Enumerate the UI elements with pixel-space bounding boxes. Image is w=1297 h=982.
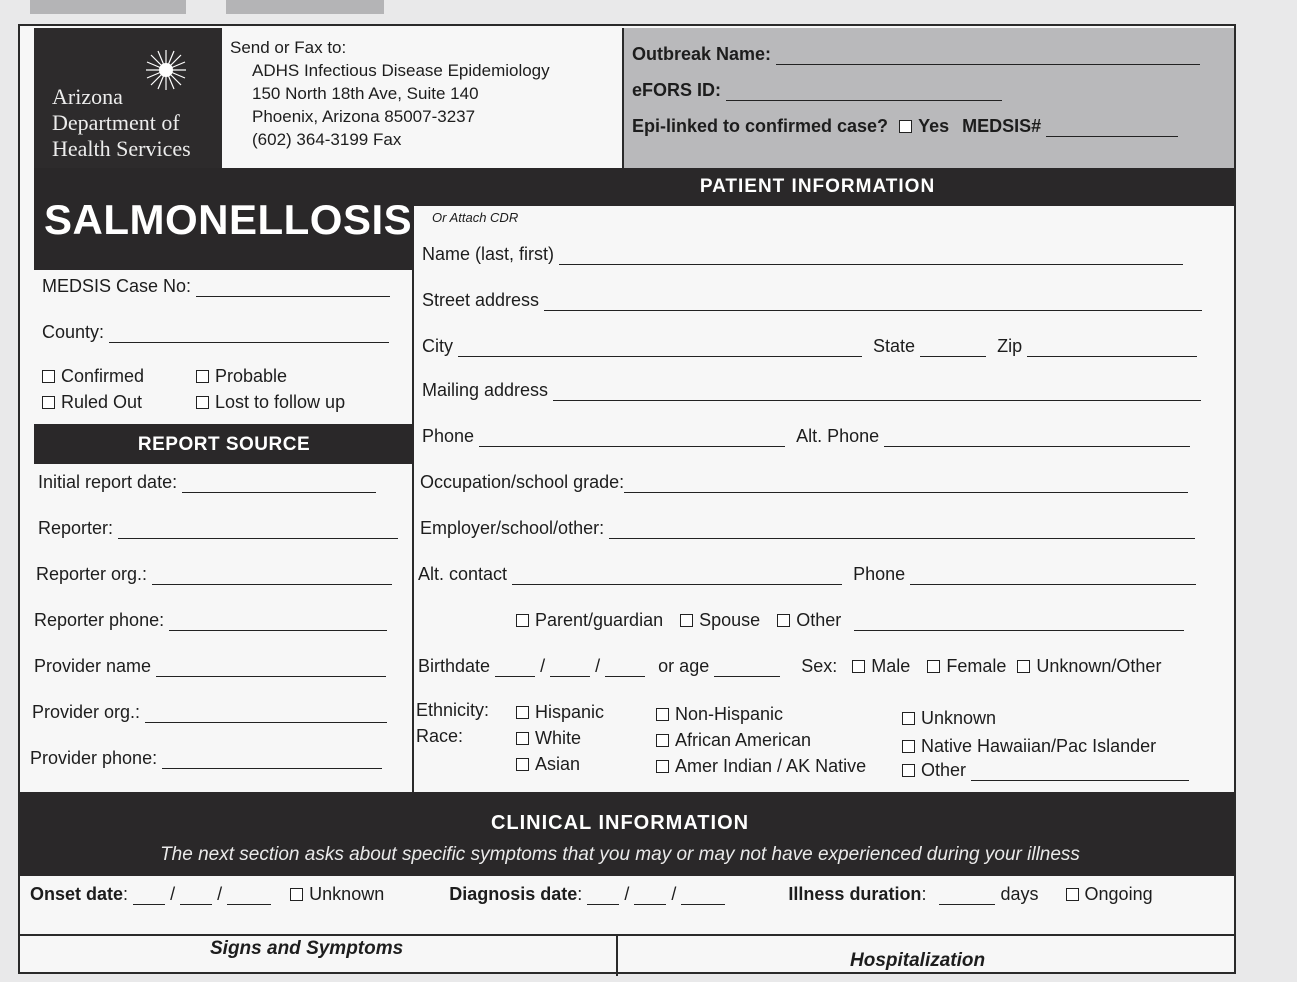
race-option	[516, 728, 581, 749]
report-source-title: REPORT SOURCE	[34, 424, 414, 464]
medsis-field[interactable]	[1046, 119, 1178, 137]
report-field-row	[30, 748, 382, 769]
date-separator: /	[217, 884, 223, 904]
race-option	[902, 736, 1156, 757]
reporter-org-field[interactable]	[152, 567, 392, 585]
onset-unknown-checkbox[interactable]	[290, 888, 303, 901]
medsis-case-label: MEDSIS Case No:	[42, 276, 192, 296]
female-checkbox[interactable]	[927, 660, 940, 673]
male-label: Male	[871, 656, 911, 676]
spouse-label: Spouse	[699, 610, 761, 630]
illness-duration-label: Illness duration	[788, 884, 922, 904]
date-separator: /	[595, 656, 601, 676]
provider-name-label: Provider name	[34, 656, 152, 676]
alt-contact-field[interactable]	[512, 567, 842, 585]
city-label: City	[422, 336, 453, 356]
confirmed-checkbox[interactable]	[42, 370, 55, 383]
diagnosis-year-field[interactable]	[681, 887, 725, 905]
amer-indian-label: Amer Indian / AK Native	[675, 756, 867, 776]
name-field[interactable]	[559, 247, 1183, 265]
sex-unknown-checkbox[interactable]	[1017, 660, 1030, 673]
onset-day-field[interactable]	[180, 887, 212, 905]
race-other-label: Other	[921, 760, 967, 780]
agency-line-3: Health Services	[52, 136, 191, 161]
agency-line-1: Arizona	[52, 84, 123, 109]
provider-org-label: Provider org.:	[32, 702, 141, 722]
epi-linked-label: Epi-linked to confirmed case?	[632, 116, 889, 136]
ruled-out-checkbox[interactable]	[42, 396, 55, 409]
efors-field[interactable]	[726, 83, 1002, 101]
reporter-org-label: Reporter org.:	[36, 564, 148, 584]
birthdate-label: Birthdate	[418, 656, 491, 676]
race-option	[656, 730, 811, 751]
non-hispanic-checkbox[interactable]	[656, 708, 669, 721]
agency-name	[52, 84, 191, 162]
report-field-row	[32, 702, 387, 723]
county-row	[42, 322, 389, 343]
race-label: Race:	[416, 726, 464, 746]
race-other-field[interactable]	[971, 763, 1189, 781]
relation-other-field[interactable]	[854, 613, 1184, 631]
medsis-case-row	[42, 276, 390, 297]
ethnicity-option	[516, 702, 604, 723]
outbreak-panel	[622, 28, 1234, 168]
lost-to-follow-up-label: Lost to follow up	[215, 392, 346, 412]
female-label: Female	[946, 656, 1007, 676]
non-hispanic-label: Non-Hispanic	[675, 704, 784, 724]
status-probable	[196, 366, 287, 387]
employer-field[interactable]	[609, 521, 1195, 539]
efors-row	[632, 80, 1002, 101]
efors-label: eFORS ID:	[632, 80, 722, 100]
native-hawaiian-checkbox[interactable]	[902, 740, 915, 753]
asian-label: Asian	[535, 754, 581, 774]
spouse-checkbox[interactable]	[680, 614, 693, 627]
provider-org-field[interactable]	[145, 705, 387, 723]
alt-contact-phone-label: Phone	[853, 564, 906, 584]
county-field[interactable]	[109, 325, 389, 343]
reporter-phone-label: Reporter phone:	[34, 610, 165, 630]
report-field-row	[36, 564, 392, 585]
bottom-column-divider	[616, 934, 618, 976]
ethnicity-option	[902, 708, 996, 729]
birth-month-field[interactable]	[495, 659, 535, 677]
send-to-address	[224, 28, 620, 168]
parent-guardian-label: Parent/guardian	[535, 610, 664, 630]
alt-contact-row	[418, 564, 1196, 585]
sex-label: Sex:	[801, 656, 838, 676]
provider-name-field[interactable]	[156, 659, 386, 677]
probable-label: Probable	[215, 366, 288, 386]
days-label: days	[1000, 884, 1039, 904]
birth-year-field[interactable]	[605, 659, 645, 677]
date-separator: /	[671, 884, 677, 904]
colon: :	[577, 884, 583, 904]
street-label: Street address	[422, 290, 540, 310]
parent-guardian-checkbox[interactable]	[516, 614, 529, 627]
attach-cdr-note: Or Attach CDR	[432, 210, 519, 225]
probable-checkbox[interactable]	[196, 370, 209, 383]
medsis-label: MEDSIS#	[962, 116, 1042, 136]
state-field[interactable]	[920, 339, 986, 357]
alt-phone-label: Alt. Phone	[796, 426, 880, 446]
age-field[interactable]	[714, 659, 780, 677]
city-row	[422, 336, 1197, 357]
zip-field[interactable]	[1027, 339, 1197, 357]
clinical-subtitle: The next section asks about specific symptoms that you may or may not have experienced during your illness	[160, 844, 1080, 865]
birthdate-row	[418, 656, 1161, 677]
status-ruled-out	[42, 392, 142, 413]
relation-other-label: Other	[796, 610, 842, 630]
native-hawaiian-label: Native Hawaiian/Pac Islander	[921, 736, 1157, 756]
report-field-row	[34, 656, 386, 677]
relation-other-checkbox[interactable]	[777, 614, 790, 627]
address-line: ADHS Infectious Disease Epidemiology	[252, 61, 550, 80]
medsis-case-field[interactable]	[196, 279, 390, 297]
alt-contact-label: Alt. contact	[418, 564, 508, 584]
amer-indian-checkbox[interactable]	[656, 760, 669, 773]
dates-row	[30, 884, 1153, 905]
ongoing-checkbox[interactable]	[1066, 888, 1079, 901]
signs-and-symptoms-heading: Signs and Symptoms	[210, 938, 404, 959]
provider-phone-label: Provider phone:	[30, 748, 158, 768]
clinical-information-title: CLINICAL INFORMATION	[490, 812, 750, 834]
reporter-field[interactable]	[118, 521, 398, 539]
relation-row	[516, 610, 1184, 631]
african-american-label: African American	[675, 730, 812, 750]
ethnicity-option	[656, 704, 783, 725]
ethnicity-unknown-checkbox[interactable]	[902, 712, 915, 725]
provider-phone-field[interactable]	[162, 751, 382, 769]
street-row	[422, 290, 1202, 311]
patient-information-title: PATIENT INFORMATION	[699, 176, 936, 197]
colon: :	[123, 884, 129, 904]
colon: :	[921, 884, 927, 904]
epi-linked-row	[632, 116, 1178, 137]
top-tab-right	[226, 0, 384, 14]
diagnosis-month-field[interactable]	[587, 887, 619, 905]
ethnicity-unknown-label: Unknown	[921, 708, 997, 728]
clinical-band	[20, 792, 1234, 876]
fax-number: (602) 364-3199 Fax	[252, 130, 402, 149]
send-to-label: Send or Fax to:	[230, 38, 347, 57]
city-field[interactable]	[458, 339, 862, 357]
occupation-field[interactable]	[624, 475, 1188, 493]
address-line: 150 North 18th Ave, Suite 140	[252, 84, 479, 103]
race-other-checkbox[interactable]	[902, 764, 915, 777]
alt-phone-field[interactable]	[884, 429, 1190, 447]
african-american-checkbox[interactable]	[656, 734, 669, 747]
birth-day-field[interactable]	[550, 659, 590, 677]
hispanic-label: Hispanic	[535, 702, 605, 722]
zip-label: Zip	[997, 336, 1023, 356]
phone-row	[422, 426, 1190, 447]
name-label: Name (last, first)	[422, 244, 555, 264]
outbreak-name-row	[632, 44, 1200, 65]
agency-logo	[34, 28, 222, 168]
hospitalization-heading: Hospitalization	[850, 950, 986, 971]
outbreak-name-field[interactable]	[776, 47, 1200, 65]
form-title: SALMONELLOSIS	[34, 168, 414, 270]
initial-report-date-field[interactable]	[182, 475, 376, 493]
ongoing-label: Ongoing	[1084, 884, 1153, 904]
phone-label: Phone	[422, 426, 475, 446]
epi-linked-yes-checkbox[interactable]	[899, 120, 912, 133]
top-tab-left	[30, 0, 186, 14]
occupation-row	[420, 472, 1188, 493]
report-field-row	[38, 518, 398, 539]
race-option	[516, 754, 580, 775]
date-separator: /	[170, 884, 176, 904]
report-field-row	[34, 610, 387, 631]
state-label: State	[873, 336, 916, 356]
onset-unknown-label: Unknown	[309, 884, 385, 904]
onset-month-field[interactable]	[133, 887, 165, 905]
date-separator: /	[624, 884, 630, 904]
status-confirmed	[42, 366, 144, 387]
asian-checkbox[interactable]	[516, 758, 529, 771]
outbreak-name-label: Outbreak Name:	[632, 44, 772, 64]
alt-contact-phone-field[interactable]	[910, 567, 1196, 585]
phone-field[interactable]	[479, 429, 785, 447]
diagnosis-date-label: Diagnosis date	[449, 884, 578, 904]
male-checkbox[interactable]	[852, 660, 865, 673]
white-label: White	[535, 728, 582, 748]
initial-report-date-label: Initial report date:	[38, 472, 178, 492]
report-field-row	[38, 472, 376, 493]
or-age-label: or age	[658, 656, 710, 676]
status-lost	[196, 392, 345, 413]
confirmed-label: Confirmed	[61, 366, 145, 386]
yes-label: Yes	[918, 116, 950, 136]
ruled-out-label: Ruled Out	[61, 392, 143, 412]
onset-year-field[interactable]	[227, 887, 271, 905]
race-option	[656, 756, 866, 777]
address-line: Phoenix, Arizona 85007-3237	[252, 107, 476, 126]
ethnicity-label: Ethnicity:	[416, 700, 490, 720]
salmonellosis-form	[18, 24, 1236, 974]
sex-unknown-label: Unknown/Other	[1036, 656, 1162, 676]
lost-to-follow-up-checkbox[interactable]	[196, 396, 209, 409]
date-separator: /	[540, 656, 546, 676]
mailing-label: Mailing address	[422, 380, 549, 400]
reporter-label: Reporter:	[38, 518, 114, 538]
race-option	[902, 760, 1189, 781]
street-field[interactable]	[544, 293, 1202, 311]
occupation-label: Occupation/school grade:	[420, 472, 625, 492]
agency-line-2: Department of	[52, 110, 180, 135]
employer-row	[420, 518, 1195, 539]
bottom-divider	[20, 934, 1234, 936]
hispanic-checkbox[interactable]	[516, 706, 529, 719]
diagnosis-day-field[interactable]	[634, 887, 666, 905]
duration-field[interactable]	[939, 887, 995, 905]
onset-date-label: Onset date	[30, 884, 124, 904]
mailing-field[interactable]	[553, 383, 1201, 401]
reporter-phone-field[interactable]	[169, 613, 387, 631]
patient-name-row	[422, 244, 1183, 265]
white-checkbox[interactable]	[516, 732, 529, 745]
mailing-row	[422, 380, 1201, 401]
county-label: County:	[42, 322, 105, 342]
employer-label: Employer/school/other:	[420, 518, 605, 538]
